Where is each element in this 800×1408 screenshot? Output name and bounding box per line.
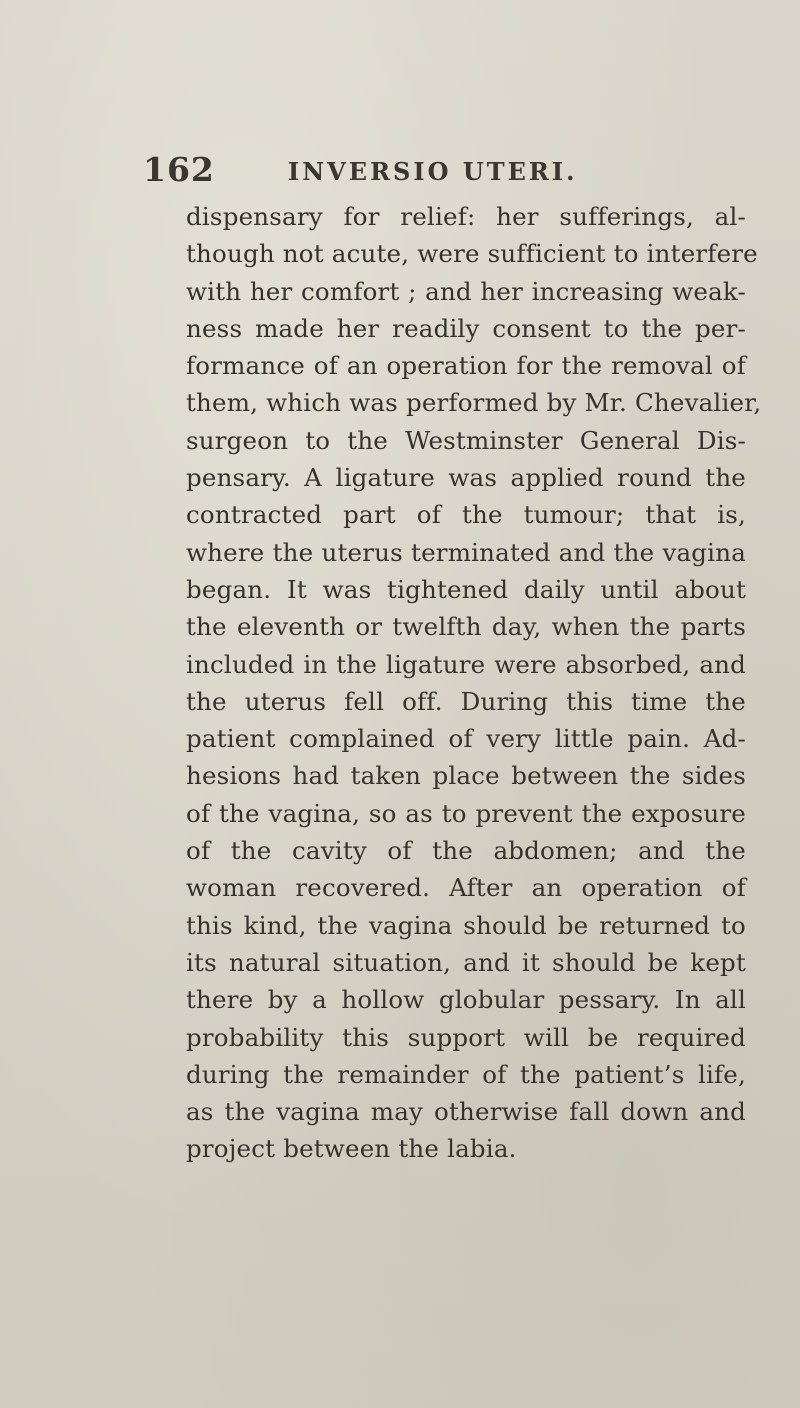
page-number: 162 (143, 150, 215, 189)
text-line: there by a hollow globular pessary. In all (186, 985, 746, 1015)
text-line: though not acute, were sufficient to interfere (186, 239, 758, 269)
text-line: woman recovered. After an operation of (186, 873, 746, 903)
text-line: hesions had taken place between the sides (186, 761, 746, 791)
text-line: the eleventh or twelfth day, when the parts (186, 612, 746, 642)
text-line: probability this support will be required (186, 1022, 746, 1052)
text-line: its natural situation, and it should be kept (186, 947, 746, 977)
text-line: the uterus fell off. During this time the (186, 686, 746, 716)
text-line: this kind, the vagina should be returned to (186, 910, 746, 940)
text-line: where the uterus terminated and the vagina (186, 537, 746, 567)
page-header (0, 150, 800, 190)
text-line: contracted part of the tumour; that is, (186, 500, 746, 530)
text-line: of the vagina, so as to prevent the exposure (186, 798, 746, 828)
text-line: them, which was performed by Mr. Chevalier, (186, 388, 762, 418)
text-line: pensary. A ligature was applied round the (186, 463, 746, 493)
text-line: of the cavity of the abdomen; and the (186, 836, 746, 866)
text-line: surgeon to the Westminster General Dis- (186, 425, 746, 455)
text-line: began. It was tightened daily until about (186, 574, 746, 604)
text-line: with her comfort ; and her increasing weak- (186, 276, 746, 306)
text-line: included in the ligature were absorbed, and (186, 649, 746, 679)
text-line: formance of an operation for the removal of (186, 351, 746, 381)
body-text (186, 198, 762, 1168)
running-head: INVERSIO UTERI. (288, 157, 578, 186)
text-line: as the vagina may otherwise fall down and (186, 1097, 746, 1127)
text-line: during the remainder of the patient’s life, (186, 1059, 746, 1089)
text-line: project between the labia. (186, 1134, 517, 1164)
text-line: ness made her readily consent to the per- (186, 313, 746, 343)
text-line: patient complained of very little pain. Ad- (186, 724, 746, 754)
text-line: dispensary for relief: her sufferings, al- (186, 202, 746, 231)
